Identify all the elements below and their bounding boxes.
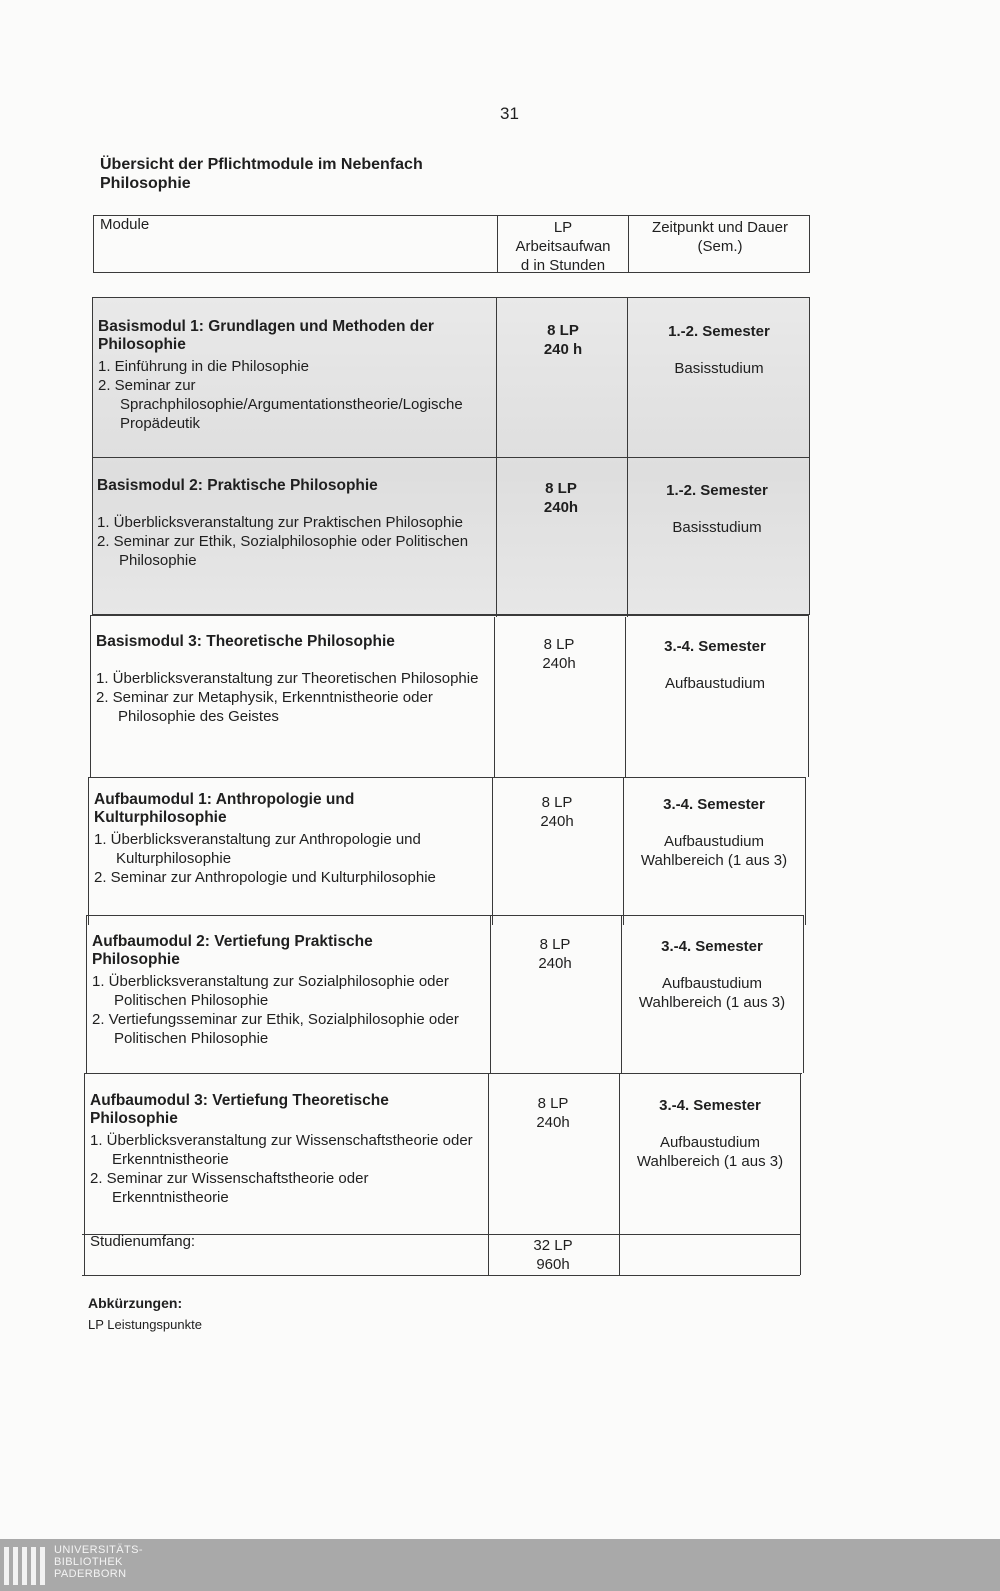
module-timing: 3.-4. Semester Aufbaustudium Wahlbereich (1 aus 3) (638, 938, 786, 1011)
module-timing: 3.-4. Semester Aufbaustudium Wahlbereich (1 aus 3) (636, 1097, 784, 1170)
title-line-2: Philosophie (100, 175, 191, 192)
list-item: 2. Seminar zur Wissenschaftstheorie oder Erkenntnistheorie (90, 1170, 369, 1206)
module-title: Basismodul 1: Grundlagen und Methoden der Philosophie (98, 318, 434, 353)
abbreviations-entry: LP Leistungspunkte (88, 1317, 202, 1332)
list-item: 1. Überblicksveranstaltung zur Praktischen Philosophie (97, 514, 464, 531)
page-number: 31 (500, 104, 519, 123)
module-title: Aufbaumodul 2: Vertiefung Praktische Philosophie (92, 933, 373, 968)
list-item: 2. Seminar zur Anthropologie und Kulturphilosophie (94, 869, 436, 886)
module-credits: 8 LP 240h (542, 636, 576, 672)
list-item: 1. Überblicksveranstaltung zur Anthropologie und Kulturphilosophie (94, 831, 421, 867)
list-item: 2. Seminar zur Ethik, Sozialphilosophie oder Politischen Philosophie (97, 533, 469, 569)
module-title: Aufbaumodul 3: Vertiefung Theoretische Philosophie (90, 1092, 389, 1127)
module-row (90, 1092, 485, 1207)
list-item: 1. Überblicksveranstaltung zur Theoretischen Philosophie (96, 670, 479, 687)
module-title: Basismodul 2: Praktische Philosophie (97, 477, 378, 494)
list-item: 2. Seminar zur Metaphysik, Erkenntnistheorie oder Philosophie des Geistes (96, 689, 433, 725)
document-title (100, 155, 500, 193)
module-timing: 1.-2. Semester Basisstudium (668, 323, 770, 377)
abbreviations-heading: Abkürzungen: (88, 1295, 183, 1311)
list-item: 1. Überblicksveranstaltung zur Wissenschaftstheorie oder Erkenntnistheorie (90, 1132, 473, 1168)
list-item: 1. Überblicksveranstaltung zur Sozialphilosophie oder Politischen Philosophie (92, 973, 449, 1009)
header-module: Module (100, 216, 150, 233)
module-row (97, 477, 492, 570)
total-label: Studienumfang: (90, 1233, 196, 1250)
module-row (92, 933, 487, 1048)
library-logo-icon (4, 1547, 48, 1585)
header-time: Zeitpunkt und Dauer (Sem.) (652, 219, 788, 255)
title-line-1: Übersicht der Pflichtmodule im Nebenfach (100, 156, 423, 173)
module-credits: 8 LP 240 h (543, 322, 583, 358)
total-credits: 32 LP 960h (533, 1237, 573, 1273)
module-credits: 8 LP 240h (538, 936, 572, 972)
module-row (94, 791, 489, 887)
module-row (98, 318, 493, 433)
module-timing: 1.-2. Semester Basisstudium (666, 482, 768, 536)
module-row (96, 633, 491, 726)
module-title: Aufbaumodul 1: Anthropologie und Kulturphilosophie (94, 791, 355, 826)
module-title: Basismodul 3: Theoretische Philosophie (96, 633, 395, 650)
module-timing: 3.-4. Semester Aufbaustudium (664, 638, 766, 692)
header-lp: LP Arbeitsaufwan d in Stunden (515, 219, 611, 274)
module-credits: 8 LP 240h (543, 480, 579, 516)
module-timing: 3.-4. Semester Aufbaustudium Wahlbereich (1 aus 3) (640, 796, 788, 869)
list-item: 1. Einführung in die Philosophie (98, 358, 309, 375)
library-name: UNIVERSITÄTS- BIBLIOTHEK PADERBORN (54, 1544, 143, 1580)
module-credits: 8 LP 240h (536, 1095, 570, 1131)
list-item: 2. Seminar zur Sprachphilosophie/Argumentationstheorie/Logische Propädeutik (98, 377, 463, 432)
library-footer (0, 1539, 1000, 1591)
module-credits: 8 LP 240h (540, 794, 574, 830)
list-item: 2. Vertiefungsseminar zur Ethik, Sozialphilosophie oder Politischen Philosophie (92, 1011, 459, 1047)
